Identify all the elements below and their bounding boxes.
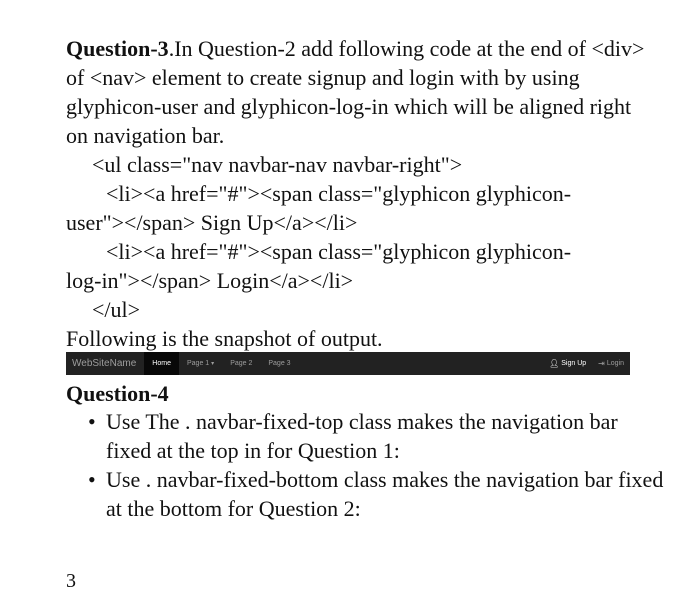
following-caption: Following is the snapshot of output. — [66, 326, 383, 351]
nav-item-label: Home — [152, 360, 171, 367]
nav-login[interactable] — [592, 359, 630, 368]
question-4-title: Question-4 — [66, 381, 169, 406]
question-3-section — [66, 34, 646, 353]
list-item — [66, 465, 666, 523]
nav-item-label: Page 1 — [186, 360, 210, 367]
list-item — [66, 407, 666, 465]
login-label: Login — [606, 360, 624, 367]
code-line: </ul> — [92, 297, 141, 322]
nav-item-page3[interactable] — [260, 352, 298, 375]
bullet-icon: • — [88, 467, 96, 492]
question-4-section — [66, 380, 666, 523]
list-item-text: Use The . navbar-fixed-top class makes the navigation bar fixed at the top in for Question 1: — [106, 409, 618, 463]
nav-item-page1[interactable] — [179, 352, 222, 375]
question-4-list — [66, 407, 666, 523]
signup-label: Sign Up — [561, 360, 587, 367]
list-item-text: Use . navbar-fixed-bottom class makes the navigation bar fixed at the bottom for Question 2: — [106, 467, 664, 521]
code-line: <ul class="nav navbar-nav navbar-right"> — [92, 152, 463, 177]
caret-down-icon: ▾ — [211, 361, 215, 367]
code-line: <li><a href="#"><span class="glyphicon glyphicon- — [106, 181, 572, 206]
nav-signup[interactable] — [543, 359, 592, 368]
user-icon: 👤︎ — [549, 359, 560, 368]
nav-item-label: Page 3 — [268, 360, 291, 367]
page-number: 3 — [66, 570, 76, 592]
nav-item-home[interactable] — [144, 352, 179, 375]
nav-item-page2[interactable] — [222, 352, 260, 375]
question-3-paragraph — [66, 34, 646, 150]
code-line: <li><a href="#"><span class="glyphicon glyphicon- — [106, 239, 572, 264]
log-in-icon: ⇥ — [598, 359, 605, 368]
code-line: user"></span> Sign Up</a></li> — [66, 210, 358, 235]
question-3-title: Question-3 — [66, 36, 169, 61]
nav-item-label: Page 2 — [230, 360, 253, 367]
question-3-intro: .In Question-2 add following code at the end of <div> of <nav> element to create signup and login with by using glyphicon-user and glyphicon-log-in which will be aligned right on navigation bar. — [66, 36, 645, 148]
navbar-brand[interactable]: WebSiteName — [72, 358, 137, 369]
code-line: log-in"></span> Login</a></li> — [66, 268, 354, 293]
navbar-snapshot — [66, 352, 630, 375]
bullet-icon: • — [88, 409, 96, 434]
